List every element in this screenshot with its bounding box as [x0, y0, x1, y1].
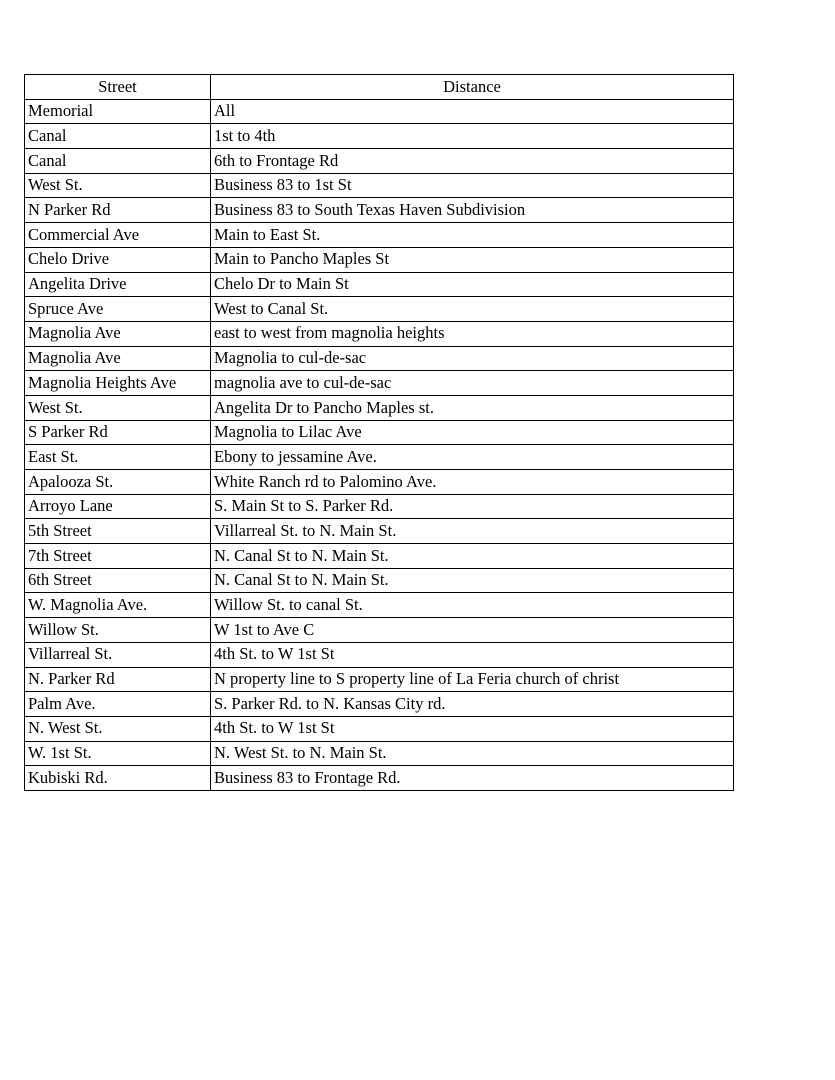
streets-table [24, 74, 734, 791]
street-cell: East St. [25, 445, 211, 470]
distance-cell: N. Canal St to N. Main St. [211, 568, 734, 593]
distance-cell: N property line to S property line of La Feria church of christ [211, 667, 734, 692]
table-row [25, 99, 734, 124]
distance-cell: east to west from magnolia heights [211, 321, 734, 346]
street-cell: W. 1st St. [25, 741, 211, 766]
table-row [25, 494, 734, 519]
table-row [25, 544, 734, 569]
distance-cell: Main to East St. [211, 223, 734, 248]
distance-cell: W 1st to Ave C [211, 618, 734, 643]
distance-cell: 1st to 4th [211, 124, 734, 149]
table-row [25, 247, 734, 272]
table-row [25, 692, 734, 717]
street-cell: N Parker Rd [25, 198, 211, 223]
street-cell: 5th Street [25, 519, 211, 544]
table-row [25, 568, 734, 593]
table-row [25, 766, 734, 791]
distance-cell: 4th St. to W 1st St [211, 642, 734, 667]
street-cell: Magnolia Ave [25, 346, 211, 371]
street-cell: West St. [25, 173, 211, 198]
table-row [25, 198, 734, 223]
street-cell: W. Magnolia Ave. [25, 593, 211, 618]
street-cell: Willow St. [25, 618, 211, 643]
distance-cell: West to Canal St. [211, 297, 734, 322]
street-cell: 6th Street [25, 568, 211, 593]
distance-cell: 6th to Frontage Rd [211, 149, 734, 174]
distance-cell: N. West St. to N. Main St. [211, 741, 734, 766]
table-row [25, 470, 734, 495]
street-cell: 7th Street [25, 544, 211, 569]
distance-cell: magnolia ave to cul-de-sac [211, 371, 734, 396]
table-row [25, 519, 734, 544]
table-row [25, 618, 734, 643]
table-row [25, 741, 734, 766]
table-row [25, 297, 734, 322]
table-row [25, 395, 734, 420]
table-row [25, 223, 734, 248]
distance-cell: Business 83 to 1st St [211, 173, 734, 198]
distance-cell: Villarreal St. to N. Main St. [211, 519, 734, 544]
distance-cell: Main to Pancho Maples St [211, 247, 734, 272]
street-cell: Spruce Ave [25, 297, 211, 322]
street-cell: Apalooza St. [25, 470, 211, 495]
street-cell: Arroyo Lane [25, 494, 211, 519]
distance-cell: Business 83 to South Texas Haven Subdivision [211, 198, 734, 223]
distance-cell: Angelita Dr to Pancho Maples st. [211, 395, 734, 420]
distance-cell: N. Canal St to N. Main St. [211, 544, 734, 569]
street-cell: Palm Ave. [25, 692, 211, 717]
distance-cell: Magnolia to cul-de-sac [211, 346, 734, 371]
header-street: Street [25, 75, 211, 100]
header-row [25, 75, 734, 100]
distance-cell: Willow St. to canal St. [211, 593, 734, 618]
street-cell: N. West St. [25, 716, 211, 741]
street-cell: West St. [25, 395, 211, 420]
street-cell: Villarreal St. [25, 642, 211, 667]
distance-cell: Ebony to jessamine Ave. [211, 445, 734, 470]
table-row [25, 173, 734, 198]
street-cell: Magnolia Ave [25, 321, 211, 346]
table-row [25, 593, 734, 618]
table-row [25, 124, 734, 149]
distance-cell: S. Main St to S. Parker Rd. [211, 494, 734, 519]
street-cell: Chelo Drive [25, 247, 211, 272]
street-cell: Memorial [25, 99, 211, 124]
table-row [25, 716, 734, 741]
table-row [25, 445, 734, 470]
table-row [25, 420, 734, 445]
table-row [25, 371, 734, 396]
distance-cell: S. Parker Rd. to N. Kansas City rd. [211, 692, 734, 717]
table-row [25, 642, 734, 667]
distance-cell: Business 83 to Frontage Rd. [211, 766, 734, 791]
table-body [25, 99, 734, 790]
street-cell: Magnolia Heights Ave [25, 371, 211, 396]
table-row [25, 272, 734, 297]
table-row [25, 346, 734, 371]
distance-cell: 4th St. to W 1st St [211, 716, 734, 741]
distance-cell: All [211, 99, 734, 124]
distance-cell: Magnolia to Lilac Ave [211, 420, 734, 445]
table-row [25, 667, 734, 692]
street-cell: Canal [25, 124, 211, 149]
street-cell: Kubiski Rd. [25, 766, 211, 791]
street-cell: S Parker Rd [25, 420, 211, 445]
table-row [25, 321, 734, 346]
street-cell: Commercial Ave [25, 223, 211, 248]
header-distance: Distance [211, 75, 734, 100]
street-cell: N. Parker Rd [25, 667, 211, 692]
street-cell: Angelita Drive [25, 272, 211, 297]
table-row [25, 149, 734, 174]
street-cell: Canal [25, 149, 211, 174]
distance-cell: Chelo Dr to Main St [211, 272, 734, 297]
distance-cell: White Ranch rd to Palomino Ave. [211, 470, 734, 495]
